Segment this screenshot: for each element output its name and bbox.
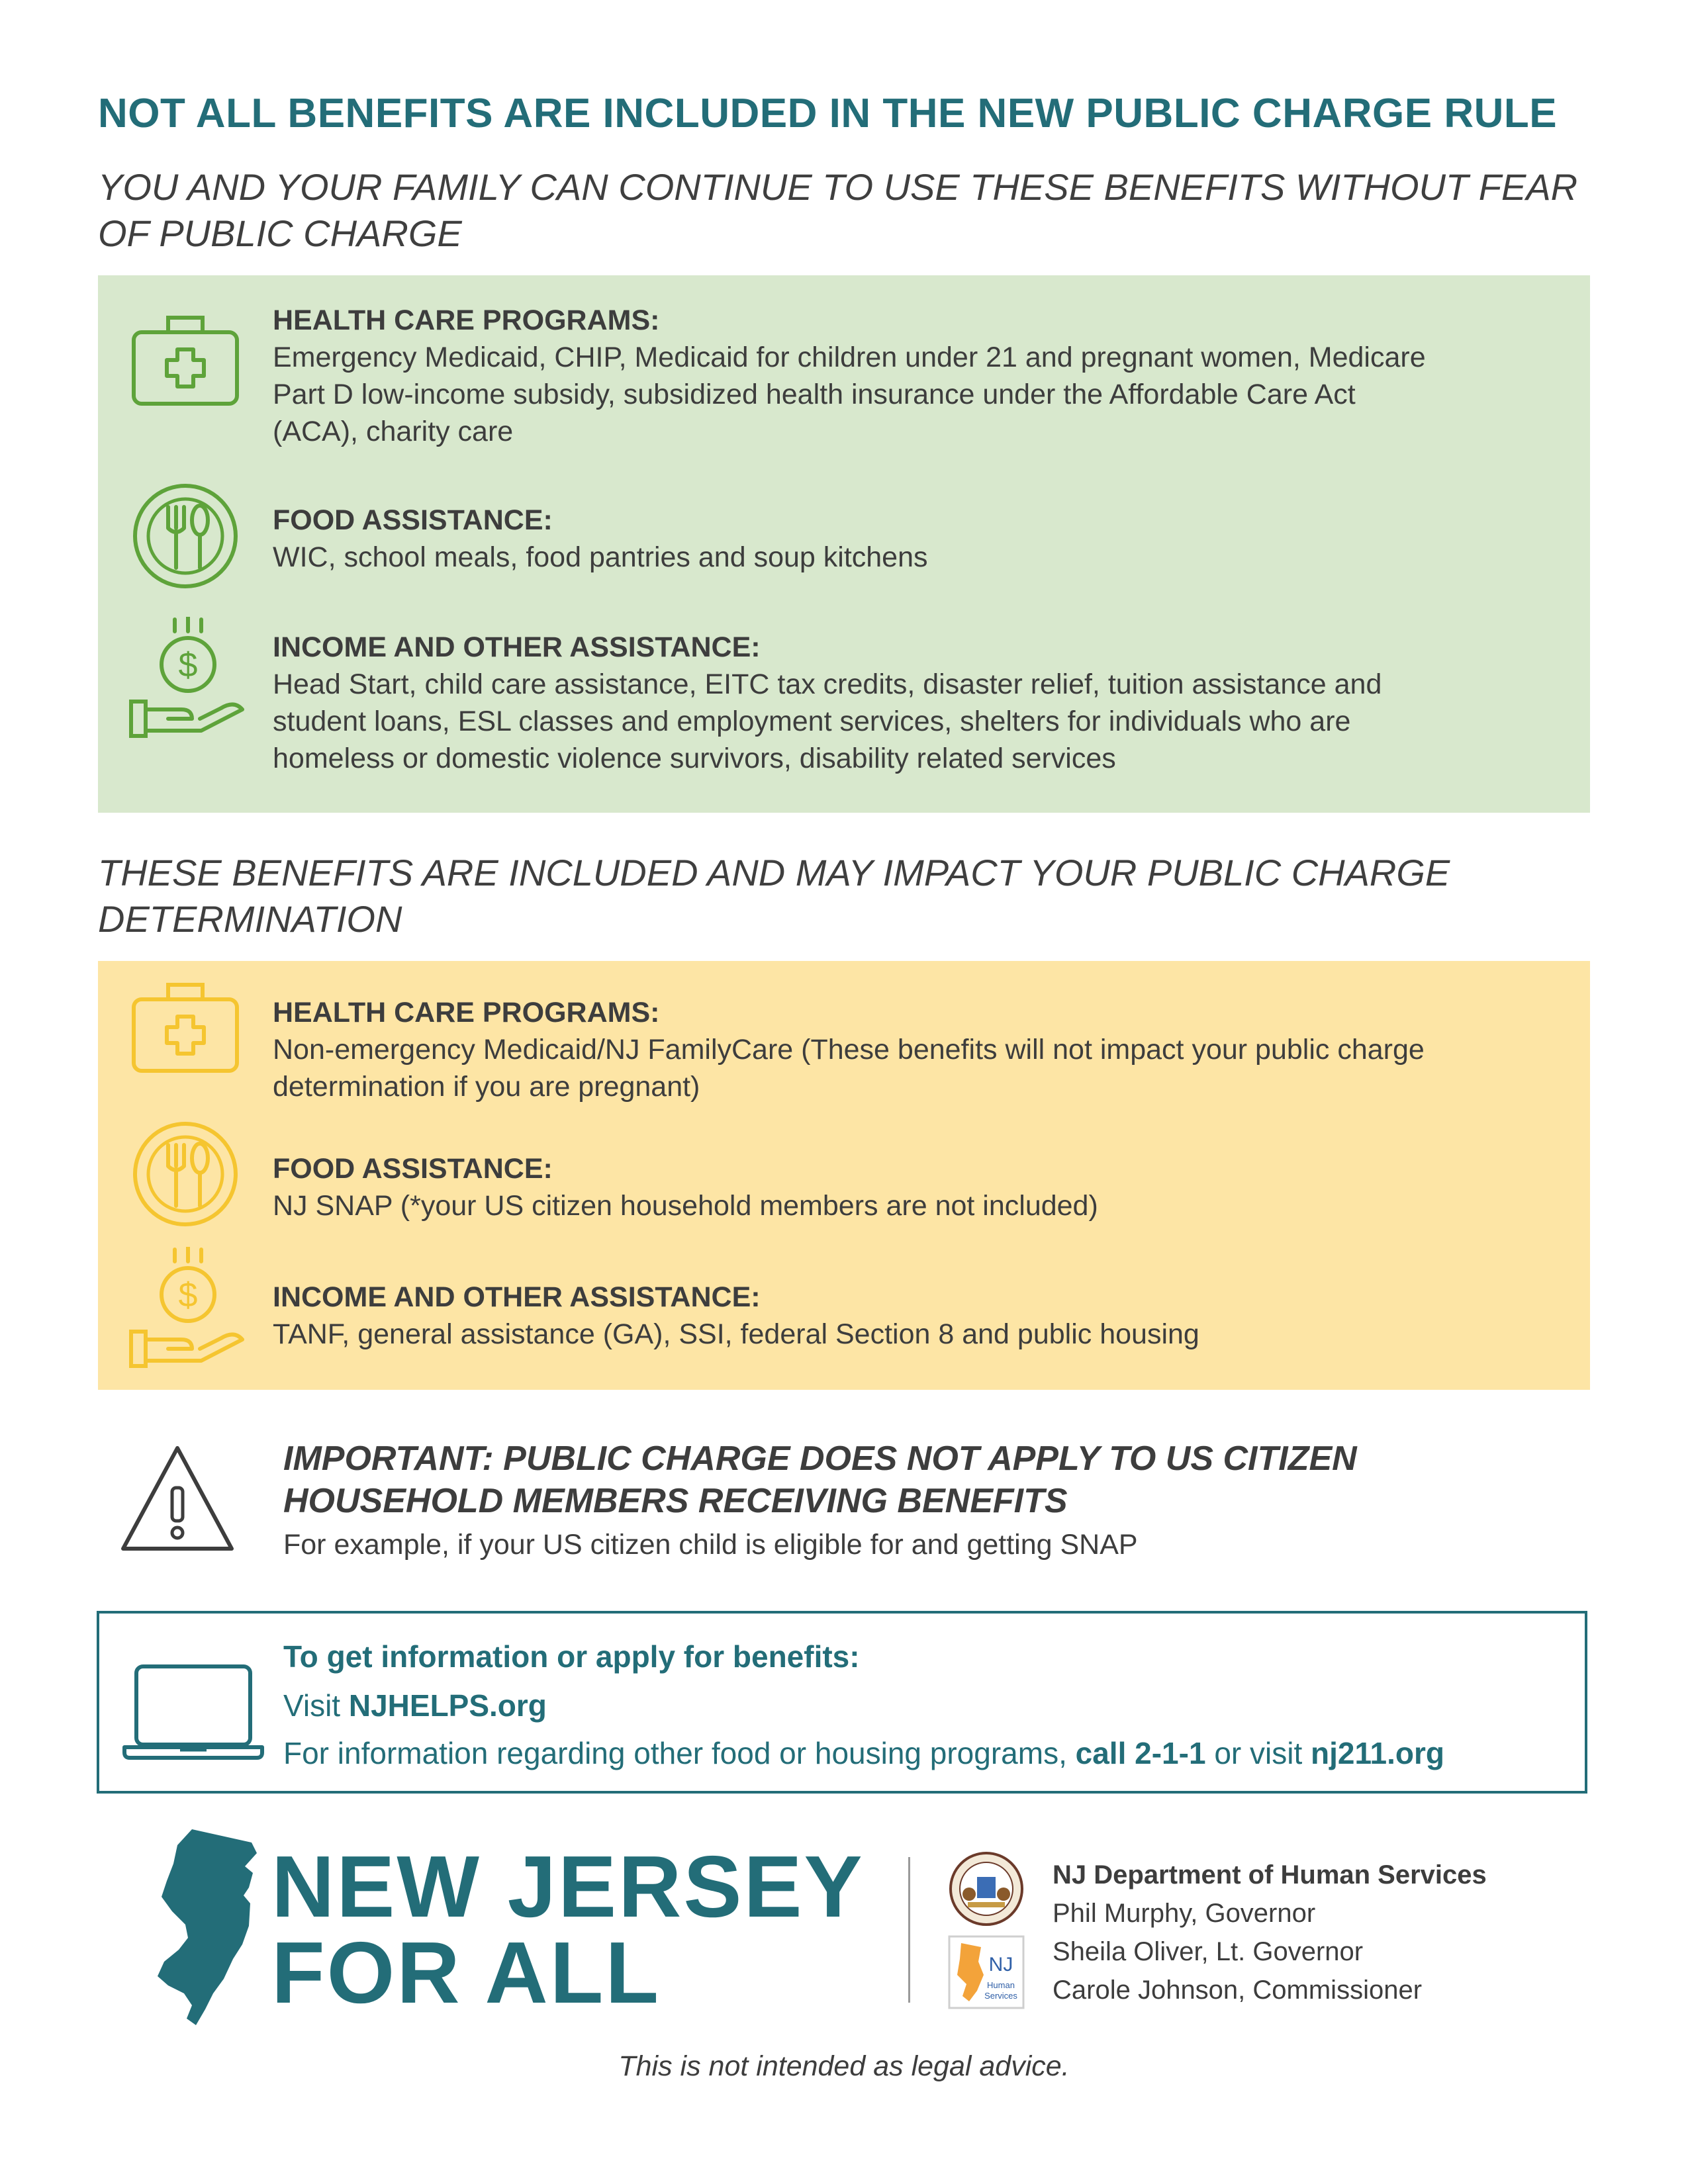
item-text-line: TANF, general assistance (GA), SSI, federal Section 8 and public housing (273, 1318, 1199, 1350)
important-heading (283, 1437, 1541, 1522)
included-food-item (273, 1150, 1550, 1224)
included-benefits-heading (98, 850, 1594, 942)
other-programs-text: For information regarding other food or housing programs, (283, 1736, 1067, 1770)
nj-human-services-logo (948, 1935, 1025, 2009)
item-text-line: NJ SNAP (*your US citizen household members are not included) (273, 1190, 1098, 1222)
item-text-line: homeless or domestic violence survivors, disability related services (273, 743, 1116, 774)
important-example: For example, if your US citizen child is eligible for and getting SNAP (283, 1529, 1138, 1561)
item-text-line: WIC, school meals, food pantries and soup kitchens (273, 541, 928, 573)
logo-line-2: FOR ALL (271, 1924, 661, 2021)
svg-text:$: $ (178, 646, 198, 684)
included-benefits-panel (98, 961, 1590, 1390)
excluded-heading-line-2: OF PUBLIC CHARGE (98, 212, 462, 254)
plate-fork-spoon-icon (131, 482, 240, 590)
item-text-line: determination if you are pregnant) (273, 1071, 700, 1103)
dhs-logo-text: NJ (988, 1954, 1013, 1976)
dhs-logo-sub-1: Human (987, 1980, 1015, 1990)
important-heading-line-1: IMPORTANT: PUBLIC CHARGE DOES NOT APPLY TO US CITIZEN (283, 1439, 1357, 1478)
hand-coin-icon (128, 1247, 248, 1373)
plate-fork-spoon-icon (131, 1120, 240, 1228)
legal-disclaimer: This is not intended as legal advice. (618, 2050, 1070, 2082)
included-heading-line-1: THESE BENEFITS ARE INCLUDED AND MAY IMPACT YOUR PUBLIC CHARGE (98, 852, 1450, 893)
njhelps-link[interactable]: NJHELPS.org (348, 1688, 547, 1723)
laptop-icon (122, 1662, 265, 1762)
visit-njhelps-line (283, 1688, 547, 1723)
excluded-heading-line-1: YOU AND YOUR FAMILY CAN CONTINUE TO USE THESE BENEFITS WITHOUT FEAR (98, 166, 1578, 208)
other-programs-line (283, 1735, 1444, 1771)
logo-divider (908, 1857, 910, 2003)
item-text-line: Non-emergency Medicaid/NJ FamilyCare (These benefits will not impact your public charge (273, 1034, 1425, 1066)
first-aid-kit-icon (131, 310, 240, 408)
svg-text:$: $ (178, 1276, 198, 1314)
important-heading-line-2: HOUSEHOLD MEMBERS RECEIVING BENEFITS (283, 1482, 1068, 1520)
visit-prefix: Visit (283, 1688, 341, 1723)
item-title: HEALTH CARE PROGRAMS: (273, 304, 660, 336)
call-211-link[interactable]: call 2-1-1 (1075, 1736, 1206, 1770)
excluded-food-item (273, 502, 1550, 576)
department-name: NJ Department of Human Services (1053, 1860, 1487, 1889)
or-visit-text: or visit (1214, 1736, 1303, 1770)
official-commissioner: Carole Johnson, Commissioner (1053, 1976, 1423, 2005)
item-title: INCOME AND OTHER ASSISTANCE: (273, 1281, 761, 1313)
dhs-logo-sub-2: Services (984, 1991, 1017, 2001)
item-title: HEALTH CARE PROGRAMS: (273, 997, 660, 1028)
info-heading: To get information or apply for benefits: (283, 1639, 860, 1674)
excluded-benefits-heading (98, 164, 1594, 257)
new-jersey-map-icon (152, 1827, 265, 2029)
first-aid-kit-icon (131, 977, 240, 1075)
item-text-line: Emergency Medicaid, CHIP, Medicaid for children under 21 and pregnant women, Medicare (273, 341, 1426, 373)
nj211-link[interactable]: nj211.org (1311, 1736, 1444, 1770)
excluded-health-care-item (273, 302, 1550, 450)
item-text-line: Part D low-income subsidy, subsidized health insurance under the Affordable Care Act (273, 379, 1356, 410)
warning-triangle-icon (119, 1443, 236, 1554)
excluded-benefits-panel (98, 275, 1590, 813)
included-health-care-item (273, 994, 1550, 1105)
item-title: FOOD ASSISTANCE: (273, 504, 553, 536)
included-heading-line-2: DETERMINATION (98, 898, 402, 940)
item-text-line: Head Start, child care assistance, EITC tax credits, disaster relief, tuition assistance and (273, 668, 1382, 700)
logo-line-1: NEW JERSEY (271, 1838, 865, 1935)
hand-coin-icon (128, 617, 248, 743)
official-governor: Phil Murphy, Governor (1053, 1899, 1316, 1928)
item-title: FOOD ASSISTANCE: (273, 1153, 553, 1185)
official-lt-governor: Sheila Oliver, Lt. Governor (1053, 1937, 1364, 1966)
nj-state-seal-icon (948, 1850, 1025, 1927)
item-text-line: student loans, ESL classes and employment services, shelters for individuals who are (273, 705, 1351, 737)
included-income-item (273, 1279, 1550, 1353)
page-title: NOT ALL BENEFITS ARE INCLUDED IN THE NEW PUBLIC CHARGE RULE (98, 91, 1558, 136)
item-title: INCOME AND OTHER ASSISTANCE: (273, 631, 761, 663)
item-text-line: (ACA), charity care (273, 416, 514, 447)
excluded-income-item (273, 629, 1550, 777)
